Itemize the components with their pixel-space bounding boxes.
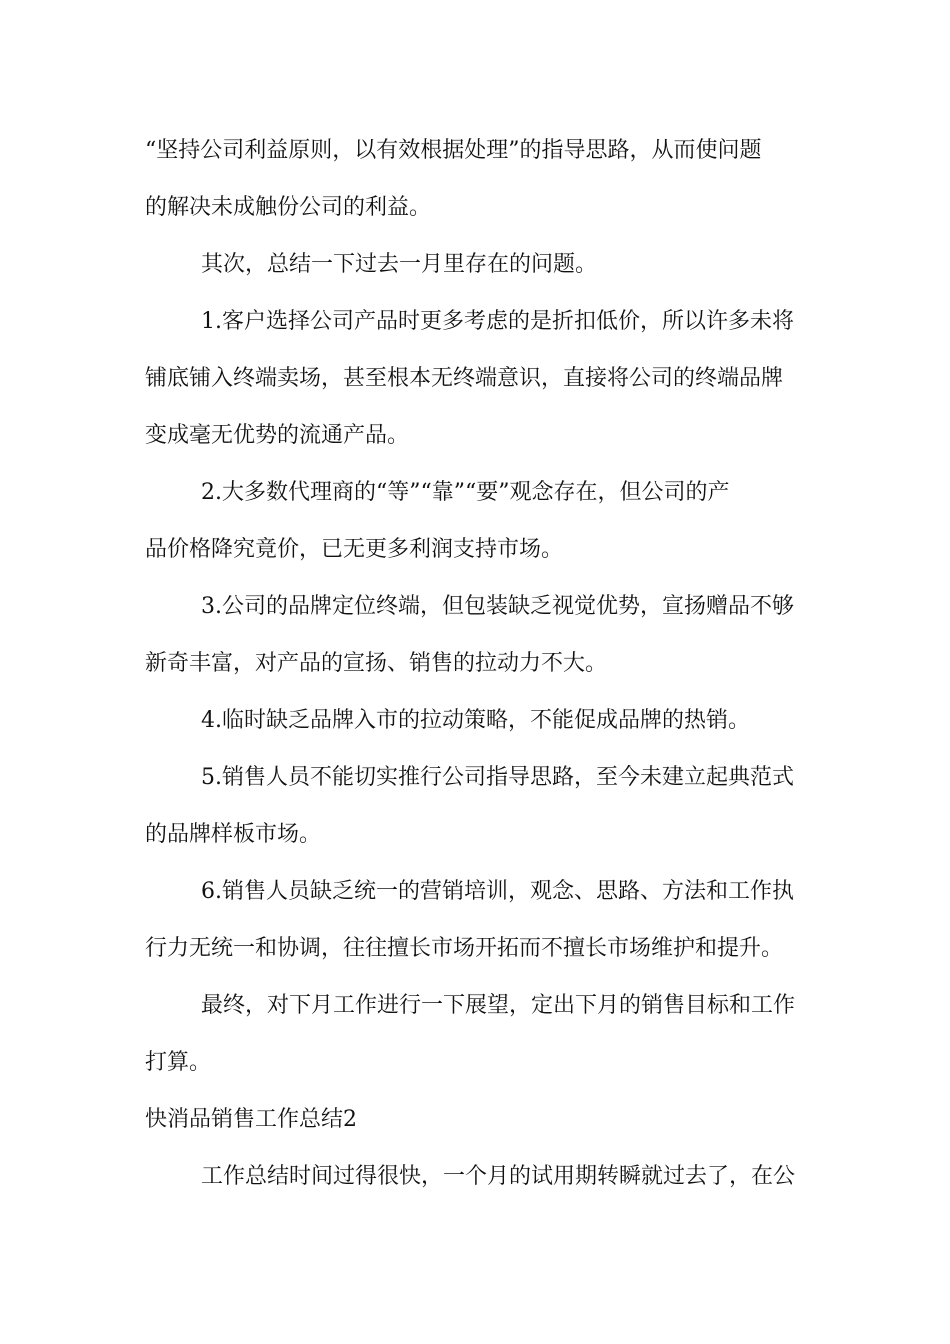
text-line [145, 416, 950, 456]
text-line [201, 245, 950, 285]
text-line [145, 815, 950, 855]
text-line-content: 1.客户选择公司产品时更多考虑的是折扣低价，所以许多未将 [201, 309, 794, 334]
text-line [201, 473, 950, 513]
text-line-content: 4.临时缺乏品牌入市的拉动策略，不能促成品牌的热销。 [201, 708, 750, 733]
text-line [201, 701, 950, 741]
section-heading-text: 快消品销售工作总结2 [145, 1107, 357, 1132]
text-line-content: 其次，总结一下过去一月里存在的问题。 [201, 252, 598, 277]
section-heading [145, 1100, 950, 1140]
text-line-content: 2.大多数代理商的“等”“靠”“要”观念存在，但公司的产 [201, 480, 730, 505]
text-line-content: “坚持公司利益原则，以有效根据处理”的指导思路，从而使问题 [145, 138, 762, 163]
text-line-content: 6.销售人员缺乏统一的营销培训，观念、思路、方法和工作执 [201, 879, 794, 904]
text-line-content: 新奇丰富，对产品的宣扬、销售的拉动力不大。 [145, 651, 608, 676]
text-line-content: 打算。 [145, 1050, 212, 1075]
text-line [201, 872, 950, 912]
text-line-content: 变成毫无优势的流通产品。 [145, 423, 410, 448]
text-line [145, 359, 950, 399]
text-line [145, 131, 950, 171]
text-line-content: 的解决未成触份公司的利益。 [145, 195, 432, 220]
text-line-content: 工作总结时间过得很快，一个月的试用期转瞬就过去了，在公 [201, 1164, 796, 1189]
text-line [145, 929, 950, 969]
text-line-content: 品价格降究竟价，已无更多利润支持市场。 [145, 537, 564, 562]
text-line-content: 行力无统一和协调，往往擅长市场开拓而不擅长市场维护和提升。 [145, 936, 784, 961]
text-line [145, 188, 950, 228]
text-line-content: 3.公司的品牌定位终端，但包装缺乏视觉优势，宣扬赠品不够 [201, 594, 794, 619]
text-line [201, 1157, 950, 1197]
text-line [201, 302, 950, 342]
text-line [145, 644, 950, 684]
text-line-content: 铺底铺入终端卖场，甚至根本无终端意识，直接将公司的终端品牌 [145, 366, 784, 391]
text-line-content: 5.销售人员不能切实推行公司指导思路，至今未建立起典范式 [201, 765, 794, 790]
text-line [145, 530, 950, 570]
text-line [145, 1043, 950, 1083]
text-line [201, 986, 950, 1026]
text-line [201, 758, 950, 798]
text-line-content: 的品牌样板市场。 [145, 822, 322, 847]
text-line [201, 587, 950, 627]
text-line-content: 最终，对下月工作进行一下展望，定出下月的销售目标和工作 [201, 993, 796, 1018]
